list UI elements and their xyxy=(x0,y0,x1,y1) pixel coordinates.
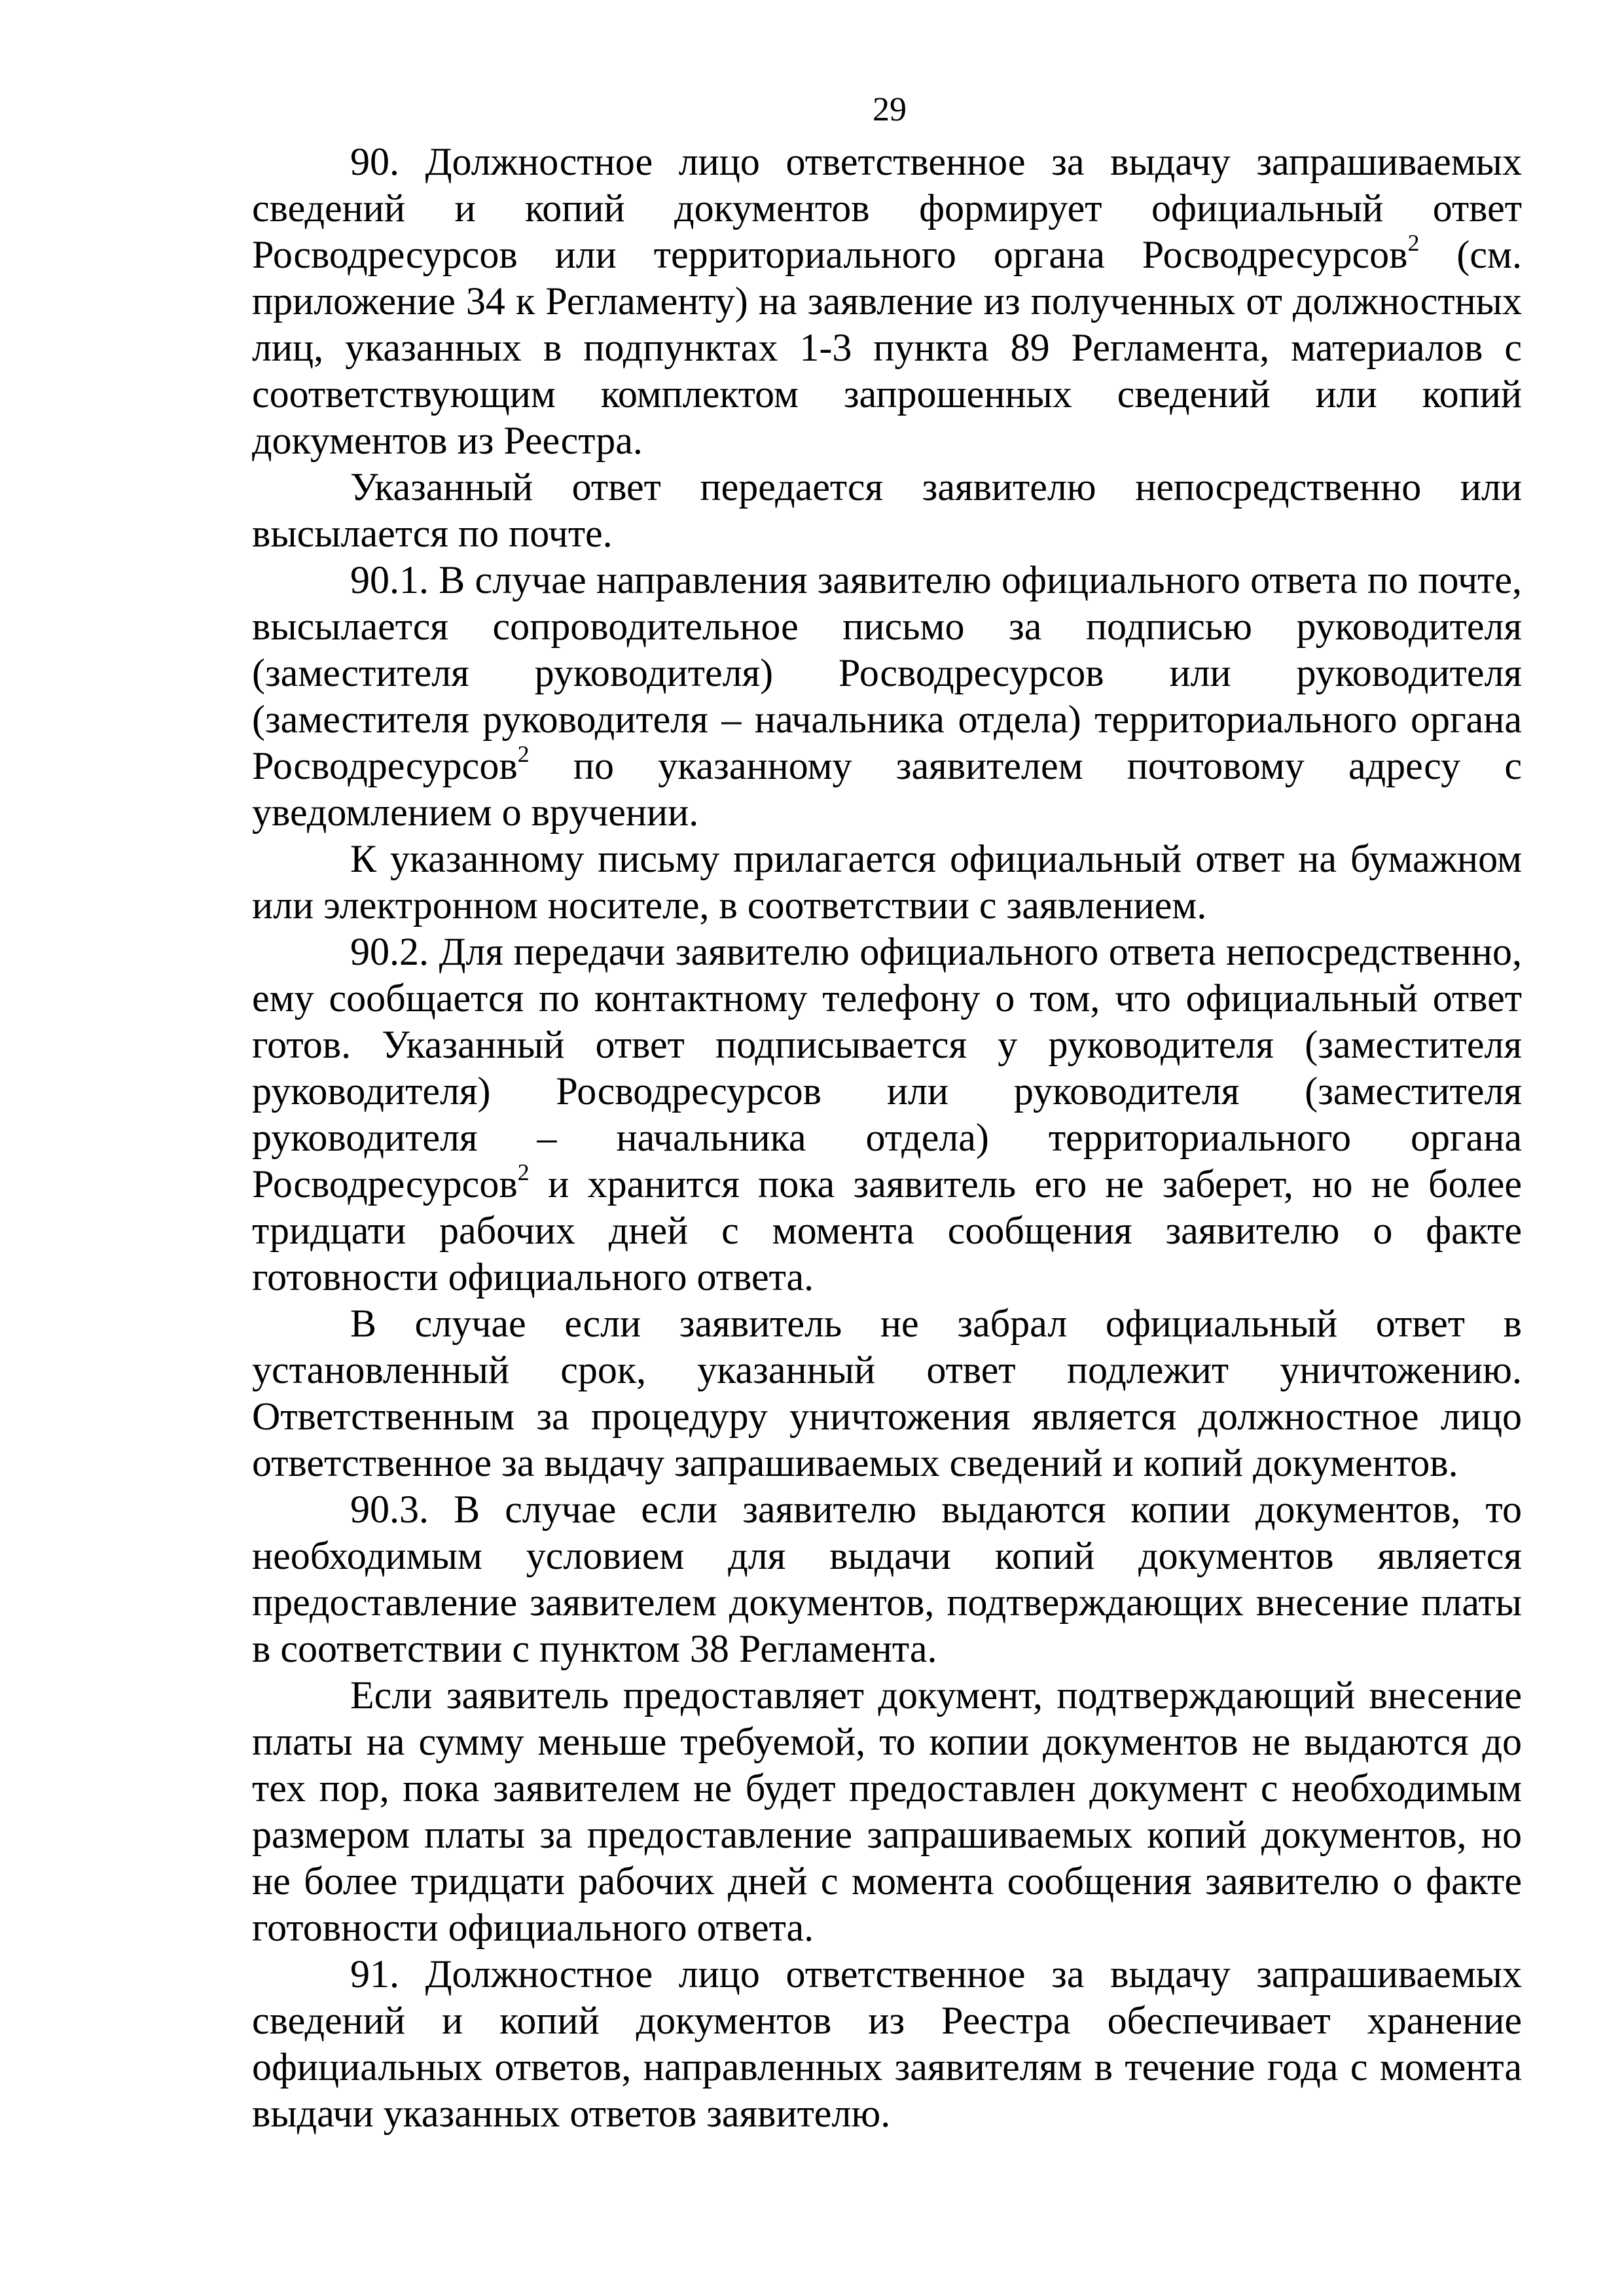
document-body xyxy=(252,139,1522,2137)
paragraph-91: 91. Должностное лицо ответственное за выдачу запрашиваемых сведений и копий документов из Реестра обеспечивает хранение официальных ответов, направленных заявителям в течение года с момента выдачи указанных ответов заявителю. xyxy=(252,1952,1522,2135)
paragraph-90-1-attachment: К указанному письму прилагается официальный ответ на бумажном или электронном носителе, в соответствии с заявлением. xyxy=(252,837,1522,927)
paragraph-text: (см. приложение 34 к Регламенту) на заявление из полученных от должностных лиц, указанных в подпунктах 1-3 пункта 89 Регламента, материалов с соответствующим комплектом запрошенных сведений или копий документов из Реестра. xyxy=(252,233,1522,462)
paragraph-90-answer-delivery: Указанный ответ передается заявителю непосредственно или высылается по почте. xyxy=(252,465,1522,555)
page-number: 29 xyxy=(873,91,907,128)
paragraph-90-3-payment: Если заявитель предоставляет документ, подтверждающий внесение платы на сумму меньше требуемой, то копии документов не выдаются до тех пор, пока заявителем не будет предоставлен документ с необходимым размером платы за предоставление запрашиваемых копий документов, но не более тридцати рабочих дней с момента сообщения заявителю о факте готовности официального ответа. xyxy=(252,1674,1522,1949)
paragraph-90-1 xyxy=(252,557,1522,836)
paragraph-text: и хранится пока заявитель его не заберет, но не более тридцати рабочих дней с момента сообщения заявителю о факте готовности официального ответа. xyxy=(252,1162,1522,1299)
paragraph-90-2-destruction: В случае если заявитель не забрал официальный ответ в установленный срок, указанный ответ подлежит уничтожению. Ответственным за процедуру уничтожения является должностное лицо ответственное за выдачу запрашиваемых сведений и копий документов. xyxy=(252,1302,1522,1484)
paragraph-90-2 xyxy=(252,929,1522,1300)
footnote-mark: 2 xyxy=(517,1159,530,1185)
footnote-mark: 2 xyxy=(1407,230,1420,256)
paragraph-text: 90.2. Для передачи заявителю официального ответа непосредственно, ему сообщается по контактному телефону о том, что официальный ответ готов. Указанный ответ подписывается у руководителя (заместителя руководителя) Росводресурсов или руководителя (заместителя руководителя – начальника отдела) территориального органа Росводресурсов xyxy=(252,930,1522,1206)
paragraph-90-3: 90.3. В случае если заявителю выдаются копии документов, то необходимым условием для выдачи копий документов является предоставление заявителем документов, подтверждающих внесение платы в соответствии с пунктом 38 Регламента. xyxy=(252,1488,1522,1670)
paragraph-text: 90.1. В случае направления заявителю официального ответа по почте, высылается сопроводительное письмо за подписью руководителя (заместителя руководителя) Росводресурсов или руководителя (заместителя руководителя – начальника отдела) территориального органа Росводресурсов xyxy=(252,558,1522,787)
paragraph-text: по указанному заявителем почтовому адресу с уведомлением о вручении. xyxy=(252,744,1522,834)
paragraph-text: 90. Должностное лицо ответственное за выдачу запрашиваемых сведений и копий документов формирует официальный ответ Росводресурсов или территориального органа Росводресурсов xyxy=(252,140,1522,276)
paragraph-90 xyxy=(252,139,1522,464)
footnote-mark: 2 xyxy=(517,741,530,767)
